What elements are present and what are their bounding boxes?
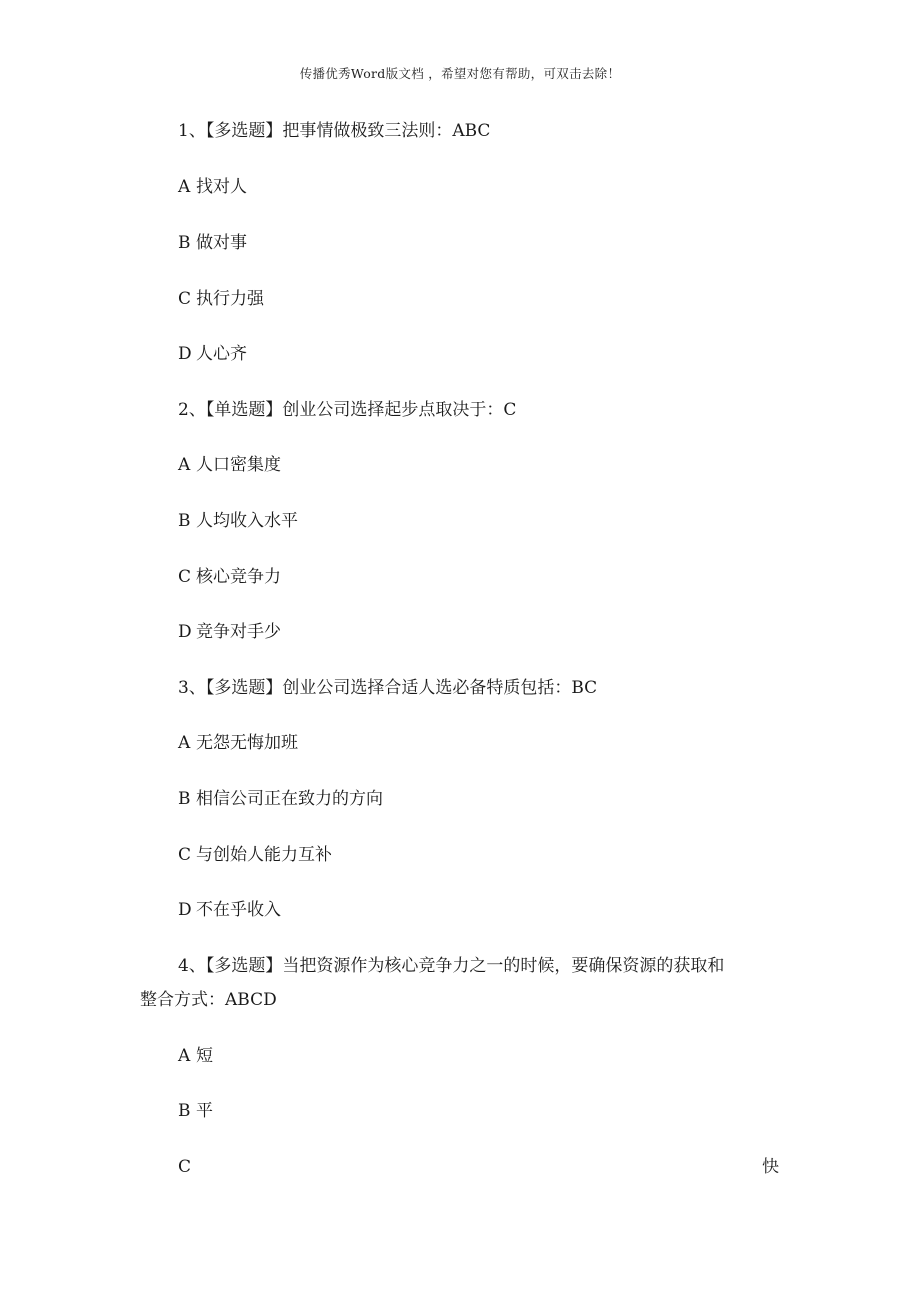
option-letter: D xyxy=(178,344,192,364)
question-4-title: 4、【多选题】当把资源作为核心竞争力之一的时候，要确保资源的获取和 xyxy=(178,956,725,976)
question-2-option-b xyxy=(178,510,298,532)
question-2-option-c xyxy=(178,566,281,588)
question-1-option-a xyxy=(178,176,247,198)
option-text: 与创始人能力互补 xyxy=(196,845,332,865)
option-text: 不在乎收入 xyxy=(196,900,281,920)
question-1-option-b xyxy=(178,232,247,254)
option-letter: A xyxy=(178,455,191,475)
option-text: 人口密集度 xyxy=(196,455,281,475)
option-letter: A xyxy=(178,733,191,753)
option-text: 执行力强 xyxy=(196,289,264,309)
question-2-title: 2、【单选题】创业公司选择起步点取决于：C xyxy=(178,400,517,420)
option-letter: D xyxy=(178,900,192,920)
question-3-option-b xyxy=(178,788,383,810)
question-3-option-a xyxy=(178,732,298,754)
option-text: 人心齐 xyxy=(196,344,247,364)
option-letter: C xyxy=(178,567,192,587)
question-1-option-c xyxy=(178,288,264,310)
question-2-option-a xyxy=(178,454,281,476)
question-3-option-c xyxy=(178,844,332,866)
question-3-option-d xyxy=(178,899,281,921)
option-text: 短 xyxy=(196,1046,213,1066)
question-4-option-c-text: 快 xyxy=(762,1157,779,1177)
question-4-title-continued: 整合方式：ABCD xyxy=(140,990,277,1010)
option-letter: B xyxy=(178,233,191,253)
question-4-option-a xyxy=(178,1045,213,1067)
option-letter: A xyxy=(178,1046,191,1066)
option-text: 无怨无悔加班 xyxy=(196,733,298,753)
option-text: 找对人 xyxy=(196,177,247,197)
question-4-option-b xyxy=(178,1100,213,1122)
option-letter: C xyxy=(178,1157,192,1177)
option-letter: B xyxy=(178,1101,191,1121)
question-1-option-d xyxy=(178,343,247,365)
option-text: 竞争对手少 xyxy=(196,622,281,642)
option-text: 相信公司正在致力的方向 xyxy=(196,789,383,809)
option-text: 核心竞争力 xyxy=(196,567,281,587)
option-letter: D xyxy=(178,622,192,642)
option-letter: A xyxy=(178,177,191,197)
option-text: 人均收入水平 xyxy=(196,511,298,531)
option-text: 平 xyxy=(196,1101,213,1121)
question-4-option-c xyxy=(178,1156,196,1178)
option-letter: C xyxy=(178,289,192,309)
page-header: 传播优秀Word版文档 ，希望对您有帮助，可双击去除！ xyxy=(299,66,621,81)
option-letter: B xyxy=(178,511,191,531)
question-1-title: 1、【多选题】把事情做极致三法则：ABC xyxy=(178,121,491,141)
option-text: 做对事 xyxy=(196,233,247,253)
option-letter: C xyxy=(178,845,192,865)
option-letter: B xyxy=(178,789,191,809)
question-3-title: 3、【多选题】创业公司选择合适人选必备特质包括：BC xyxy=(178,678,598,698)
question-2-option-d xyxy=(178,621,281,643)
